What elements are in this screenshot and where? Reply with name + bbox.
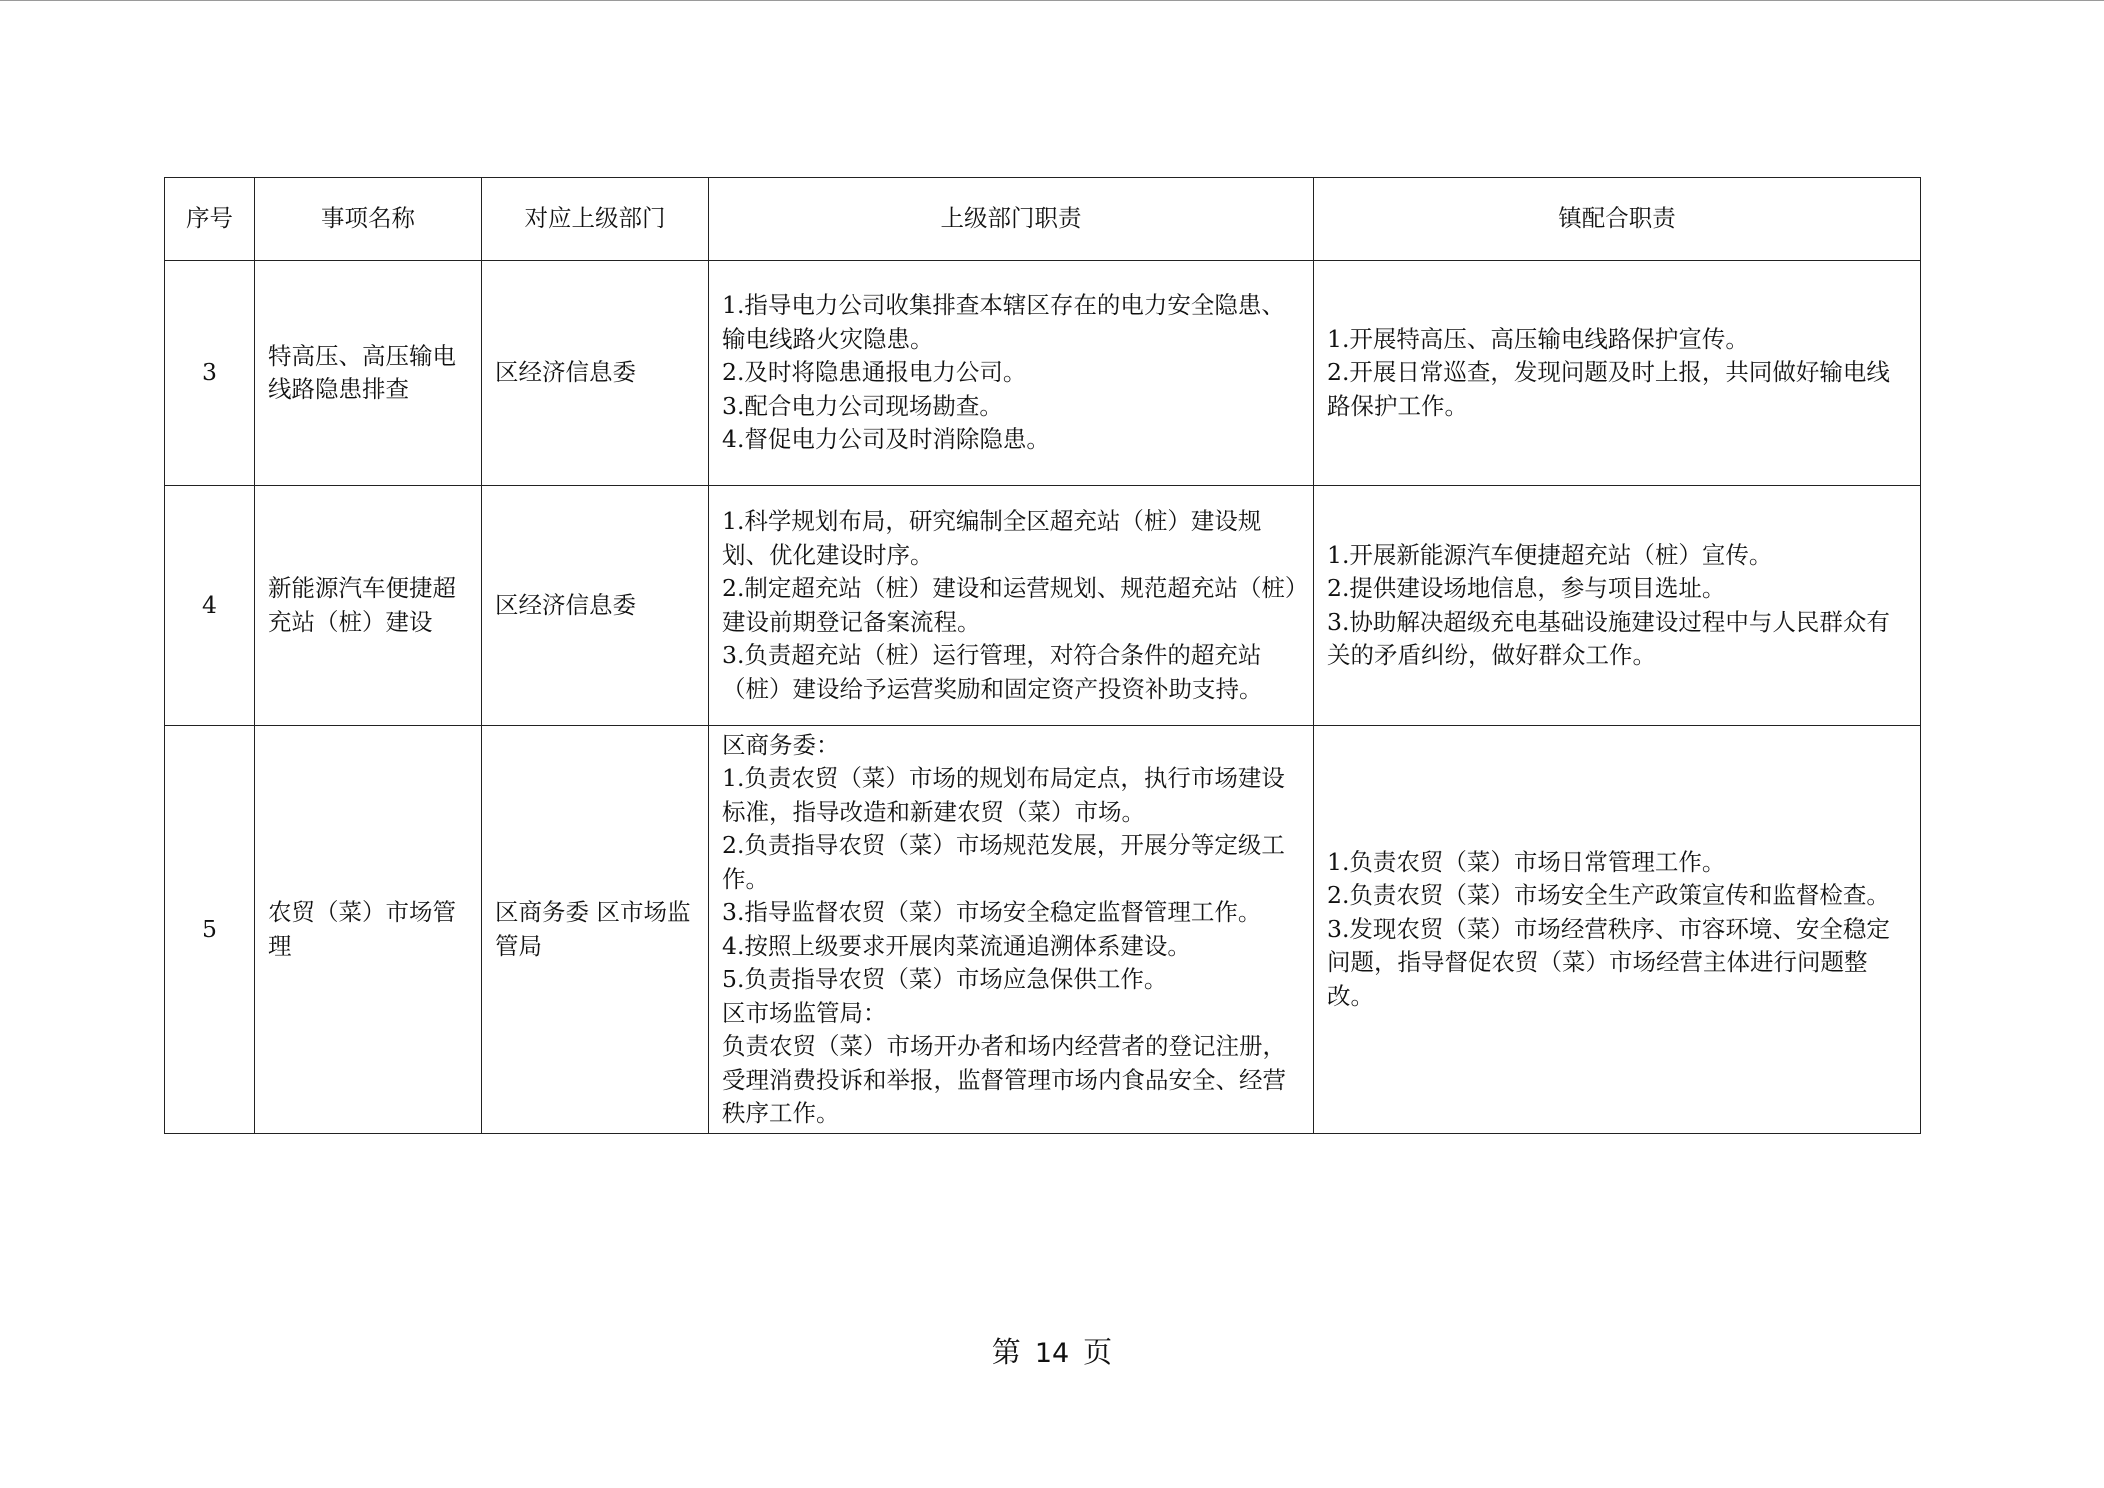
header-upper-duty: 上级部门职责 xyxy=(709,178,1314,261)
header-index: 序号 xyxy=(165,178,255,261)
duty-line: 1.负责农贸（菜）市场的规划布局定点，执行市场建设标准，指导改造和新建农贸（菜）市场。 xyxy=(722,764,1285,826)
duty-line: 4.按照上级要求开展肉菜流通追溯体系建设。 xyxy=(722,931,1191,960)
duty-line: 3.配合电力公司现场勘查。 xyxy=(722,391,1003,420)
table-row xyxy=(165,486,1921,726)
duty-line: 2.及时将隐患通报电力公司。 xyxy=(722,358,1027,387)
row-town-duty xyxy=(1314,486,1921,726)
duty-line: 负责农贸（菜）市场开办者和场内经营者的登记注册，受理消费投诉和举报，监督管理市场内食品安全、经营秩序工作。 xyxy=(722,1032,1286,1127)
table-row xyxy=(165,261,1921,486)
duty-table xyxy=(164,177,1921,1134)
duty-line: 5.负责指导农贸（菜）市场应急保供工作。 xyxy=(722,965,1168,993)
duty-line: 区商务委： xyxy=(722,730,840,759)
page-footer xyxy=(0,1332,2104,1374)
table-row xyxy=(165,726,1921,1134)
header-town-duty: 镇配合职责 xyxy=(1314,178,1921,261)
row-dept: 区经济信息委 xyxy=(482,261,709,486)
row-dept: 区商务委 区市场监管局 xyxy=(482,726,709,1134)
duty-line: 1.开展特高压、高压输电线路保护宣传。 xyxy=(1327,324,1749,353)
duty-line: 区市场监管局： xyxy=(722,998,887,1027)
duty-line: 2.提供建设场地信息，参与项目选址。 xyxy=(1327,574,1726,602)
duty-line: 1.科学规划布局，研究编制全区超充站（桩）建设规划、优化建设时序。 xyxy=(722,507,1262,569)
row-index: 5 xyxy=(165,726,255,1134)
duty-line: 2.制定超充站（桩）建设和运营规划、规范超充站（桩）建设前期登记备案流程。 xyxy=(722,574,1297,636)
row-upper-duty xyxy=(709,486,1314,726)
duty-line: 3.负责超充站（桩）运行管理，对符合条件的超充站（桩）建设给予运营奖励和固定资产投资补助支持。 xyxy=(722,641,1263,703)
row-upper-duty xyxy=(709,261,1314,486)
duty-line: 2.负责农贸（菜）市场安全生产政策宣传和监督检查。 xyxy=(1327,881,1890,910)
page-label-prefix: 第 xyxy=(991,1335,1021,1369)
row-item-name: 特高压、高压输电线路隐患排查 xyxy=(255,261,482,486)
header-dept: 对应上级部门 xyxy=(482,178,709,261)
duty-line: 4.督促电力公司及时消除隐患。 xyxy=(722,425,1050,454)
duty-line: 1.开展新能源汽车便捷超充站（桩）宣传。 xyxy=(1327,540,1773,569)
duty-line: 3.协助解决超级充电基础设施建设过程中与人民群众有关的矛盾纠纷，做好群众工作。 xyxy=(1327,607,1890,669)
duty-line: 2.负责指导农贸（菜）市场规范发展，开展分等定级工作。 xyxy=(722,831,1285,893)
header-item-name: 事项名称 xyxy=(255,178,482,261)
row-upper-duty xyxy=(709,726,1314,1134)
row-town-duty xyxy=(1314,726,1921,1134)
row-dept: 区经济信息委 xyxy=(482,486,709,726)
duty-line: 2.开展日常巡查，发现问题及时上报，共同做好输电线路保护工作。 xyxy=(1327,358,1890,420)
page-label-suffix: 页 xyxy=(1083,1335,1113,1369)
duty-line: 3.指导监督农贸（菜）市场安全稳定监督管理工作。 xyxy=(722,898,1262,926)
duty-line: 1.负责农贸（菜）市场日常管理工作。 xyxy=(1327,847,1726,876)
row-item-name: 农贸（菜）市场管理 xyxy=(255,726,482,1134)
page-number: 14 xyxy=(1034,1338,1070,1369)
table-header-row xyxy=(165,178,1921,261)
duty-line: 3.发现农贸（菜）市场经营秩序、市容环境、安全稳定问题，指导督促农贸（菜）市场经营主体进行问题整改。 xyxy=(1327,914,1890,1010)
row-index: 3 xyxy=(165,261,255,486)
row-index: 4 xyxy=(165,486,255,726)
row-item-name: 新能源汽车便捷超充站（桩）建设 xyxy=(255,486,482,726)
duty-line: 1.指导电力公司收集排查本辖区存在的电力安全隐患、输电线路火灾隐患。 xyxy=(722,291,1285,353)
page-top-border xyxy=(0,0,2104,1)
row-town-duty xyxy=(1314,261,1921,486)
